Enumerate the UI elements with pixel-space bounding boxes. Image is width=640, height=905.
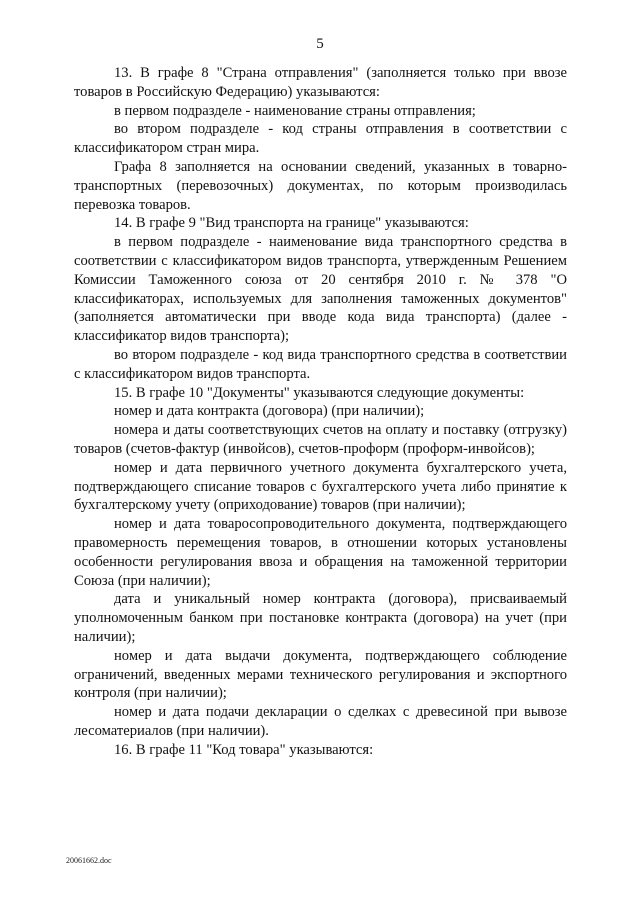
paragraph: номер и дата первичного учетного документа бухгалтерского учета, подтверждающего списание товаров с бухгалтерского учета либо принятие к бухгалтерскому учету (оприходование) товаров (при наличии); [74,459,567,514]
paragraph: во втором подразделе - код вида транспортного средства в соответствии с классификатором видов транспорта. [74,346,567,382]
paragraph: номер и дата товаросопроводительного документа, подтверждающего правомерность перемещения товаров, в отношении которых установлены особенности регулирования ввоза и обращения на таможенной территории Союза (при наличии); [74,516,567,589]
paragraph: Графа 8 заполняется на основании сведений, указанных в товарно-транспортных (перевозочных) документах, по которым производилась перевозка товаров. [74,158,567,213]
document-body [74,64,567,759]
paragraph: номер и дата контракта (договора) (при наличии); [114,403,425,420]
footer-filename: 20061662.doc [66,856,112,865]
paragraph: 13. В графе 8 "Страна отправления" (заполняется только при ввозе товаров в Российскую Федерацию) указываются: [74,65,567,100]
paragraph: в первом подразделе - наименование страны отправления; [114,102,476,119]
paragraph: в первом подразделе - наименование вида транспортного средства в соответствии с классификатором видов транспорта, утвержденным Решением Комиссии Таможенного союза от 20 сентября 2010 г. № 378 "О классификаторах, используемых для заполнения таможенных документов" (заполняется автоматически при вводе кода вида транспорта) (далее - классификатор видов транспорта); [74,234,567,345]
paragraph: 15. В графе 10 "Документы" указываются следующие документы: [114,384,525,401]
paragraph: номера и даты соответствующих счетов на оплату и поставку (отгрузку) товаров (счетов-фактур (инвойсов), счетов-проформ (проформ-инвойсов); [74,422,567,457]
paragraph: номер и дата подачи декларации о сделках с древесиной при вывозе лесоматериалов (при наличии). [74,704,567,739]
paragraph: 16. В графе 11 "Код товара" указываются: [114,741,374,758]
paragraph: 14. В графе 9 "Вид транспорта на границе" указываются: [114,215,469,232]
page-number: 5 [316,36,324,52]
paragraph: во втором подразделе - код страны отправления в соответствии с классификатором стран мира. [74,121,567,157]
paragraph: номер и дата выдачи документа, подтверждающего соблюдение ограничений, введенных мерами технического регулирования и экспортного контроля (при наличии); [74,647,567,702]
paragraph: дата и уникальный номер контракта (договора), присваиваемый уполномоченным банком при постановке контракта (договора) на учет (при наличии); [74,591,567,645]
